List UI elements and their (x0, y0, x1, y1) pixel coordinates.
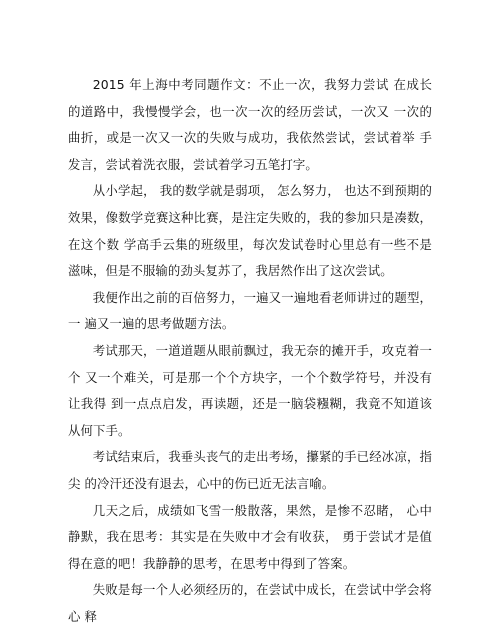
essay-paragraph-5: 考试结束后，我垂头丧气的走出考场，攥紧的手已经冰凉，指尖 的冷汗还没有退去，心中的伤已近无法言喻。 (68, 449, 432, 491)
essay-paragraph-6: 几天之后，成绩如飞雪一般散落，果然，是惨不忍睹， 心中静默，我在思考：其实是在失败中才会有收获， 勇于尝试才是值得在意的吧！我静静的思考，在思考中得到了答案。 (68, 502, 432, 571)
essay-paragraph-7: 失败是每一个人必须经历的，在尝试中成长，在尝试中学会将心 释 (68, 582, 432, 624)
essay-body (68, 72, 432, 630)
essay-paragraph-4: 考试那天，一道道题从眼前飘过，我无奈的摊开手，攻克着一个 又一个难关，可是那一个个方块字，一个个数学符号，并没有让我得 到一点点启发，再读题，还是一脑袋糨糊，我竟不知道该从何下手。 (68, 342, 432, 438)
essay-paragraph-1: 2015 年上海中考同题作文：不止一次，我努力尝试 在成长的道路中，我慢慢学会，也一次一次的经历尝试，一次又 一次的曲折，或是一次又一次的失败与成功，我依然尝试，尝试着举 手发言，尝试着洗衣服，尝试着学习五笔打字。 (68, 77, 432, 172)
essay-paragraph-2: 从小学起， 我的数学就是弱项， 怎么努力， 也达不到预期的效果，像数学竞赛这种比赛，是注定失败的，我的参加只是凑数，在这个数 学高手云集的班级里，每次发试卷时心里总有一些不是滋味，但是不服输的劲头复苏了，我居然作出了这次尝试。 (68, 183, 432, 279)
essay-paragraph-3: 我便作出之前的百倍努力，一遍又一遍地看老师讲过的题型，一 遍又一遍的思考做题方法。 (68, 289, 432, 332)
